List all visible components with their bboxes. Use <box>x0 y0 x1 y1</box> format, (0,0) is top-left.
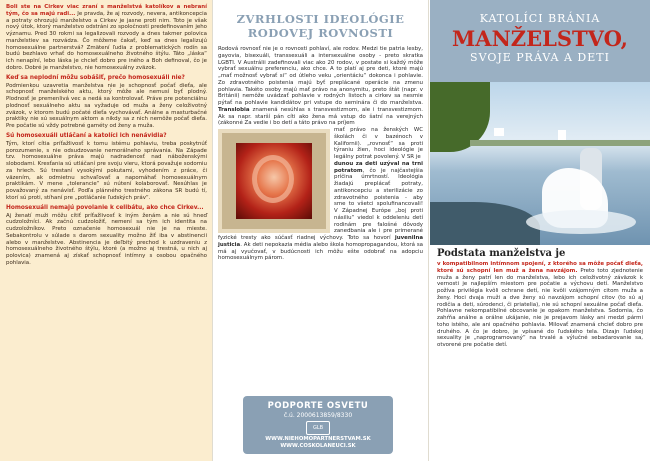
website-link-1[interactable]: WWW.NIEHOMOPARTNERSTVAM.SK <box>265 436 371 442</box>
middle-p1: Rodová rovnosť nie je o rovnosti pohlaví, ale rodov. Medzi tie patria lesby, gayovia, bisexuáli, transsexuáli a intersexuálne osoby - preto skratka LGBTI. V Austrálii zadefinovali viac ako 20 rodov, v postate si každý môže vybrať sexuálnu preferenciu, ako chce. A to platí aj pre deti, ktoré majú „mať možnosť vybrať si“ od útleho veku „orientáciu“ dokonca i pohlavie. Zo zdravotného poistenia majú byť preplácané operácie na zmenu pohlavia. Takéto osoby majú mať právo na anonymitu, preto štát (napr. v Británii) nemôže uvádzať pohlavie v rodných listoch a cirkev sa nesmie pýtať na pohlavie kandidátov pri vstupe do seminára či do manželstva. <box>218 46 423 106</box>
middle-paragraph-1-right: mať právo na ženských WC školách či v bazénoch v Kalifornii). „rovnosť“ sa proti týraniu žien, hoci ideológie je legálny potrat povolený. V SR je <box>334 127 423 160</box>
middle-column <box>212 0 429 461</box>
photo-shore <box>470 140 650 146</box>
section-1-title: Keď sa neplodní môžu sobášiť, prečo homosexuáli nie? <box>6 74 185 81</box>
right-paragraph <box>437 261 643 349</box>
title-banner <box>430 0 650 82</box>
intro-lead: Boli ste na Cirkev viac zraní s manželstvá katolíkov a nebraní tým, čo sa majú radi... <box>6 4 207 17</box>
wedding-photo <box>430 82 650 245</box>
banner-line-2: MANŽELSTVO, <box>452 26 628 51</box>
right-heading: Podstata manželstva je <box>437 248 566 259</box>
intro-text: Je pravda, že aj rozvody, nevera, antikoncepcia a potraty ohrozujú manželstvo a Cirkev je jasne proti nim. Toto je však nový útok, ktorý manželstvo odstráni zo spoločnosti predefinovaním jeho významu. Pred 30 rokmi sa legalizovali rozvody a dnes takmer polovica manželstiev sa rozvádza. Čo môžeme čakať, keď sa dnes legalizujú homosexuálne partnerstvá? Zmätení ľudia z problematických rodín sa budú bezhlavo vrhať do homosexuálneho životného štýlu. Táto „láska“ ich nenaplní, lebo láska je chcieť dobro pre iného a Boh definoval, čo je dobro. Dobré je manželstvo, nie homosexuálny zväzok. <box>6 10 207 71</box>
middle-p2: čo je najčastejšia príčina úmrtností. Ideológia žiadajú preplácať potraty, antikoncepciu a sterilizácie zo zdravotného poistenia - aby sme to všetci spolufinancovali! V Západnej Európe „boj proti násiliu“ viedol k oddeleniu detí rodinám pre falošné dôvody zanedbania ale i pre primerané fyzické tresty ako súčasť riadnej výchovy. Toto sa hovorí <box>218 167 423 241</box>
org-logo: GLB <box>306 421 330 435</box>
photo-splash <box>526 210 636 234</box>
middle-p2-bold2: juvenilna justicia <box>218 235 423 248</box>
middle-p1-bold: Translobia <box>218 106 250 113</box>
right-column <box>430 0 650 461</box>
photo-rock <box>430 202 540 245</box>
middle-p1-tail: znamená nesúhlas s transvestizmom, ale i transvestizmom. Ak sa napr. starší pán cíti ako žena má vstup do šatní na verejných (zákonné Za vedie i bo detí a táto právo na príjem <box>218 106 423 127</box>
section-3-title: Homosexuáli nemajú povolanie k celibátu, ako chce Cirkev... <box>6 204 204 211</box>
middle-paragraph-2: dunou za deti uzýval na trni potratom, čo je najčastejšia príčina úmrtností. Ideológia žiadajú preplácať potraty, antikoncepciu a sterilizácie zo zdravotného poistenia - aby sme to všetci spolufinancovali! V Západnej Európe „boj proti násiliu“ viedol k oddeleniu detí rodinám pre falošné dôvody zanedbania ale i pre primerané fyzické tresty ako súčasť riadnej výchovy. Toto sa hovorí juvenilna justicia. Ak deti nepokazia média alebo škola homopropagandou, ktorá sa má aj vyučovať, v budúcnosti ich môžu ešte odobrať na adopciu homosexuálnym párom. <box>218 160 423 262</box>
right-body: Preto toto zjednotenie muža a ženy patrí len do manželstva, lebo ich celoživotný záväzok k vernosti je najlepším miestom pre počatie a výchovu detí. Manželstvo požíva privilégia kvôli ochrane detí, nie kvôli vzájomným citom muža a ženy. Hoci dvaja muži a dve ženy sú navzájom schopní citov (to sú aj rodičia a deti, súrodenci, či priatelia), nie sú schopní sexuálne počať dieťa. Pohlavne nekompatibilné obcovanie je opakom manželstva. Sodomia, čo zahŕňa análne a orálne ukájanie, nie je prejavom lásky ani medzi pármi toho istého, ale ani opačného pohlavia. Milovať znamená chcieť dobro pre druhého. A čo je dobro, je vpísané do ľudského tela. Dizajn ľudskej sexuality je „naprogramovaný“ na trvalé a výlučné sebadarovanie sa, otvorené pre počatie detí. <box>437 267 644 348</box>
right-text <box>430 248 650 349</box>
support-box <box>243 396 393 454</box>
embryo-ring <box>252 155 294 203</box>
left-column <box>0 0 212 461</box>
photo-boat <box>558 130 566 140</box>
photo-boat <box>494 128 504 136</box>
section-2-text: Tým, ktorí cítia príťažlivosť k tomu istému pohlaviu, treba poskytnúť porozumenie, s nie odsudzovanie nemorálneho správania. Na Západe tzv. homosexuálne práva majú nadradenosť nad náboženskými slobodami. Kresťania sú utláčaní pre svoju vieru, ktorá považuje sodomiu za hriech. Sú trestaní vysokými pokutami, vyhodením z práce, či väzením, ak odmietnu schvaľovať a napomáhať homosexuálnym praktikám. V mene „tolerancie“ sú nútení kolaborovať. Nesúhlas je považovaný za nenávisť. Podľa plánného trestného zákona SR budú tí, ktorí sú proti, stíhaní pre „potláčanie ľudských práv“. <box>6 140 207 201</box>
section-1-text: Podmienkou uzavretia manželstva nie je schopnosť počať dieťa, ale schopnosť manželského aktu, ktorý môže ale nemusí byť plodný. Plodnosť je premenlivá vec a nedá sa kontrolovať. Práve pre potenciálnu plodnosť sexuálneho aktu sa vyžaduje od muža a ženy celoživotný zväzok, v ktorom budú počaté dieťa vychovávať. Análne a masturbačné praktiky nie sú sexuálnym aktom a nikdy sa z nich nemôže počať dieťa. Pre počatie sú vždy potrebné gaméty od ženy a muža. <box>6 82 207 129</box>
intro-paragraph <box>6 4 207 72</box>
middle-p2-tail: Ak deti nepokazia média alebo škola homopropagandou, ktorá sa má aj vyučovať, v budúcnosti ich môžu ešte odobrať na adopciu homosexuálnym párom. <box>218 241 423 262</box>
banner-line-3: SVOJE PRÁVA A DETI <box>470 51 610 64</box>
middle-p2-bold: dunou za deti uzýval na trni potratom <box>334 160 423 174</box>
middle-paragraph-1 <box>218 46 423 127</box>
section-3-text: Aj ženatí muži môžu cítiť príťažlivosť k iným ženám a nie sú hneď cudzoložníci. Ak začnú cudzoložiť, nemení sa tým ich identita na cudzoložníkov. Preto označenie homosexuál nie je na mieste. Sebakontrolu v súlade s darom sexuality možno žiť iba v abstinencii alebo v manželstve. Abstinencia je deľbitý prechod k uzdraveniu z homosexuálneho životného štýlu, ktoré (a možno aj trestná, u nich aj polovica) znamená aj získať schopnosť intímny s osobou opačného pohlavia. <box>6 212 207 266</box>
section-2-title: Sú homosexuáli utláčaní a katolíci ich nenávidia? <box>6 132 167 139</box>
website-link-2[interactable]: WWW.COSKOLANEUCI.SK <box>280 443 356 449</box>
middle-title: ZVRHLOSTI IDEOLÓGIE RODOVEJ ROVNOSTI <box>236 12 405 40</box>
embryo-image <box>218 129 330 233</box>
support-title: PODPORTE OSVETU <box>267 401 369 411</box>
bank-account: č.ú. 2000613859/8330 <box>283 412 353 419</box>
right-lead: v kompatibilnom intímnom spojení, z ktorého sa môže počať dieťa, ktoré sú schopní len muž a žena navzájom. <box>437 261 643 274</box>
banner-line-1: KATOLÍCI BRÁNIA <box>479 12 601 25</box>
